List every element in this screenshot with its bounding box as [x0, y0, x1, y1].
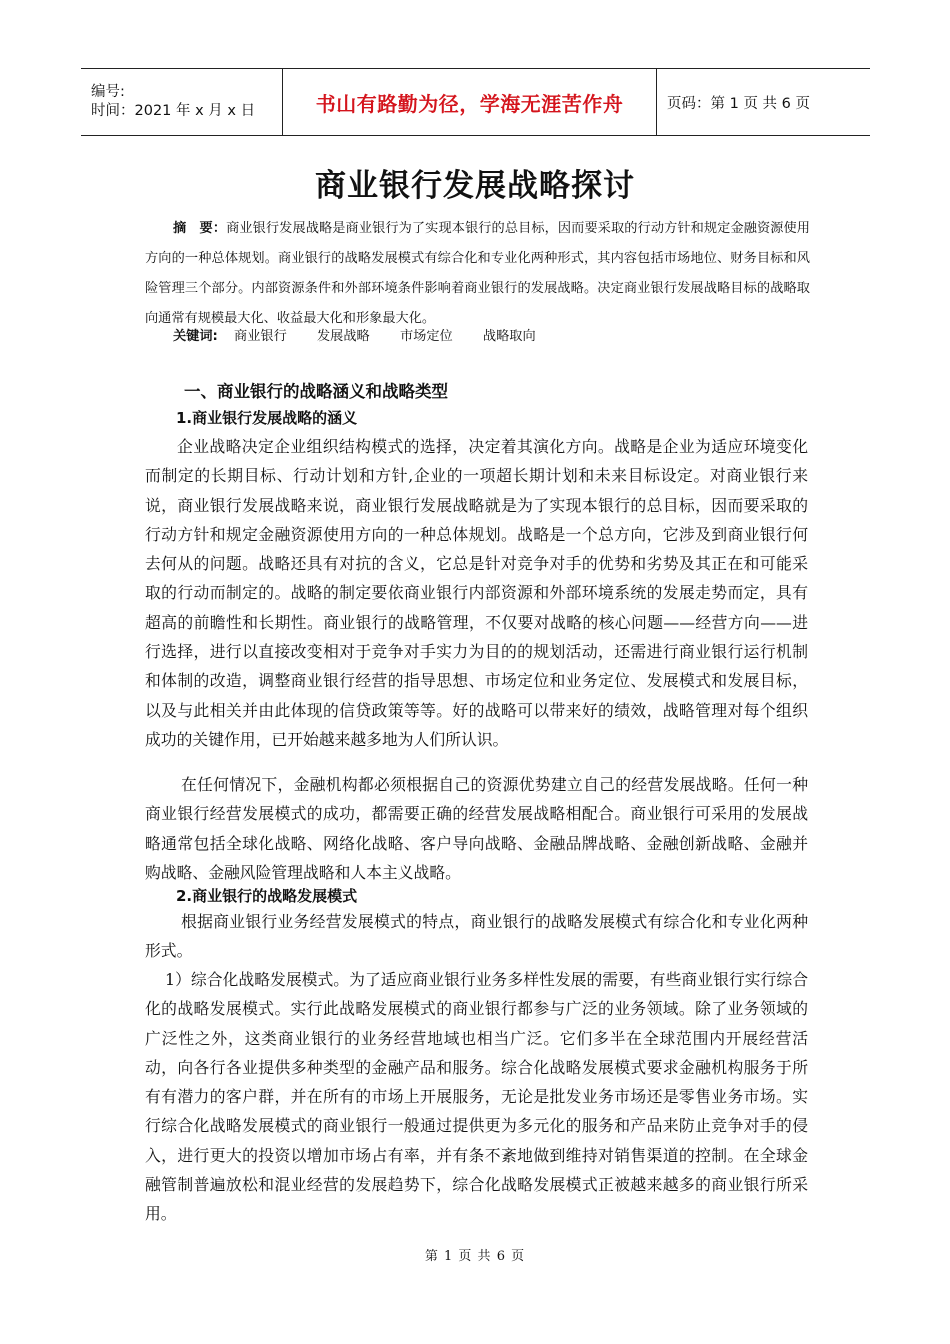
page-footer: 第 1 页 共 6 页 — [424, 1249, 526, 1264]
subsection-heading: 1.商业银行发展战略的涵义 — [176, 409, 358, 427]
header-motto: 书山有路勤为径，学海无涯苦作舟 — [315, 91, 624, 116]
body-paragraph: 在任何情况下，金融机构都必须根据自己的资源优势建立自己的经营发展战略。任何一种商业银行经营发展模式的成功，都需要正确的经营发展战略相配合。商业银行可采用的发展战略通常包括全球化战略、网络化战略、客户导向战略、金融品牌战略、金融创新战略、金融并购战略、金融风险管理战略和人本主义战略。 — [145, 775, 808, 882]
keywords — [173, 322, 550, 352]
body-paragraph: 1）综合化战略发展模式。为了适应商业银行业务多样性发展的需要，有些商业银行实行综合化的战略发展模式。实行此战略发展模式的商业银行都参与广泛的业务领域。除了业务领域的广泛性之外，这类商业银行的业务经营地域也相当广泛。它们多半在全球范围内开展经营活动，向各行各业提供多种类型的金融产品和服务。综合化战略发展模式要求金融机构服务于所有有潜力的客户群，并在所有的市场上开展服务，无论是批发业务市场还是零售业务市场。实行综合化战略发展模式的商业银行一般通过提供更为多元化的服务和产品来防止竞争对手的侵入，进行更大的投资以增加市场占有率，并有条不紊地做到维持对销售渠道的控制。在全球金融管制普遍放松和混业经营的发展趋势下，综合化战略发展模式正被越来越多的商业银行所采用。 — [145, 970, 808, 1224]
abstract-label: 摘 要： — [173, 221, 227, 236]
subsection-heading: 2.商业银行的战略发展模式 — [176, 887, 358, 905]
document-title: 商业银行发展战略探讨 — [315, 168, 635, 204]
header-page-info: 页码：第 1 页 共 6 页 — [667, 95, 810, 112]
keyword-item: 发展战略 — [317, 329, 370, 344]
keyword-item: 市场定位 — [399, 329, 453, 344]
body-paragraph: 根据商业银行业务经营发展模式的特点，商业银行的战略发展模式有综合化和专业化两种形式。 — [145, 912, 808, 961]
header-meta — [81, 69, 282, 135]
header-page-cell — [657, 69, 870, 135]
keyword-item: 商业银行 — [234, 329, 287, 344]
abstract — [145, 214, 810, 334]
document-code-label: 编号: — [91, 84, 125, 100]
body-paragraph: 企业战略决定企业组织结构模式的选择，决定着其演化方向。战略是企业为适应环境变化而制定的长期目标、行动计划和方针,企业的一项超长期计划和未来目标设定。对商业银行来说，商业银行发展战略来说，商业银行发展战略就是为了实现本银行的总目标，因而要采取的行动方针和规定金融资源使用方向的一种总体规划。战略是一个总方向，它涉及到商业银行何去何从的问题。战略还具有对抗的含义，它总是针对竞争对手的优势和劣势及其正在和可能采取的行动而制定的。战略的制定要依商业银行内部资源和外部环境系统的发展走势而定，具有超高的前瞻性和长期性。商业银行的战略管理，不仅要对战略的核心问题——经营方向——进行选择，进行以直接改变相对于竞争对手实力为目的的规划活动，还需进行商业银行运行机制和体制的改造，调整商业银行经营的指导思想、市场定位和业务定位、发展模式和发展目标，以及与此相关并由此体现的信贷政策等等。好的战略可以带来好的绩效，战略管理对每个组织成功的关键作用，已开始越来越多地为人们所认识。 — [145, 437, 808, 749]
abstract-text: 商业银行发展战略是商业银行为了实现本银行的总目标，因而要采取的行动方针和规定金融资源使用方向的一种总体规划。商业银行的战略发展模式有综合化和专业化两种形式，其内容包括市场地位、财务目标和风险管理三个部分。内部资源条件和外部环境条件影响着商业银行的发展战略。决定商业银行发展战略目标的战略取向通常有规模最大化、收益最大化和形象最大化。 — [145, 221, 810, 326]
keyword-item: 战略取向 — [482, 329, 536, 344]
header-motto-cell — [282, 69, 657, 135]
section-heading: 一、商业银行的战略涵义和战略类型 — [184, 382, 448, 401]
document-date: 时间：2021 年 x 月 x 日 — [91, 103, 256, 119]
keywords-label: 关键词: — [173, 329, 218, 344]
document-header — [81, 68, 870, 136]
